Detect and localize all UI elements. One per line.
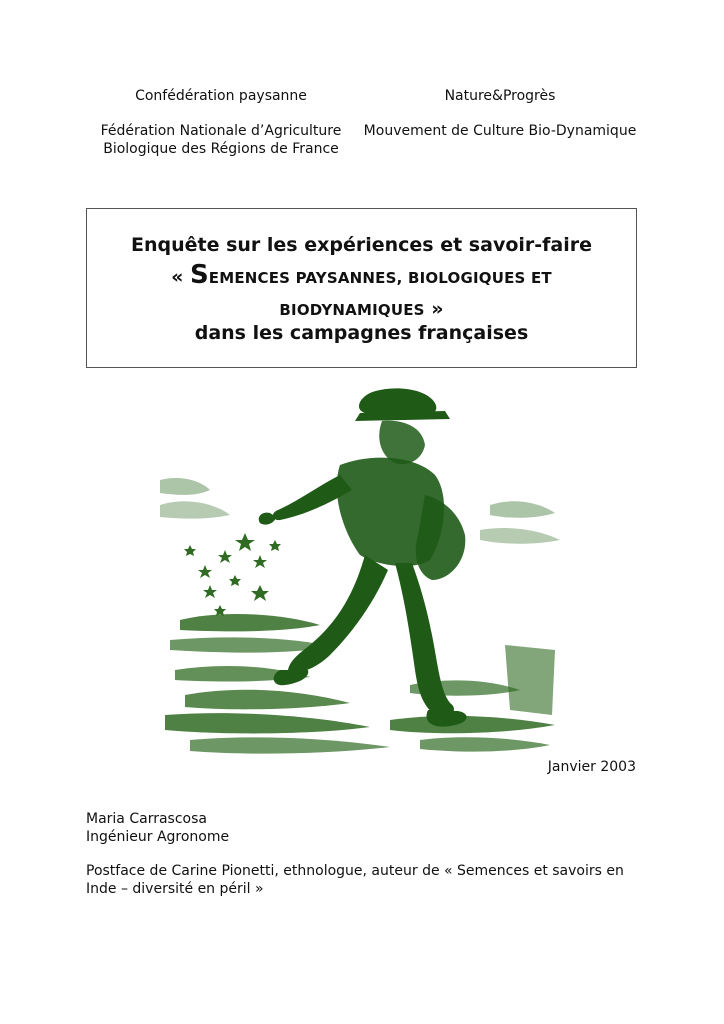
title-line-2 — [87, 260, 636, 290]
title-line-2-rest: EMENCES PAYSANNES, BIOLOGIQUES ET — [208, 269, 552, 287]
open-quote: « — [171, 266, 191, 288]
author-role: Ingénieur Agronome — [86, 829, 230, 845]
title-cap-s: S — [190, 260, 209, 290]
org-mouvement-bio-dynamique: Mouvement de Culture Bio-Dynamique — [363, 123, 637, 139]
close-quote: » — [424, 298, 444, 320]
title-biodynamiques: BIODYNAMIQUES — [279, 301, 425, 319]
figure — [259, 388, 467, 726]
org-federation-line1: Fédération Nationale d’Agriculture — [100, 123, 342, 139]
postface-note: Postface de Carine Pionetti, ethnologue, auteur de « Semences et savoirs en Inde – diversité en péril » — [86, 863, 624, 897]
title-box — [86, 208, 637, 368]
author-name: Maria Carrascosa — [86, 811, 207, 827]
title-line-4: dans les campagnes françaises — [194, 322, 529, 344]
title-line-3 — [87, 297, 636, 322]
org-nature-progres: Nature&Progrès — [444, 88, 556, 104]
org-confederation-paysanne: Confédération paysanne — [135, 88, 307, 104]
org-federation-nationale — [96, 122, 346, 158]
org-federation-line2: Biologique des Régions de France — [103, 141, 339, 157]
publication-date: Janvier 2003 — [547, 759, 636, 775]
sower-illustration — [160, 385, 560, 760]
title-line-1: Enquête sur les expériences et savoir-faire — [130, 234, 593, 256]
seed-stars — [184, 533, 281, 616]
